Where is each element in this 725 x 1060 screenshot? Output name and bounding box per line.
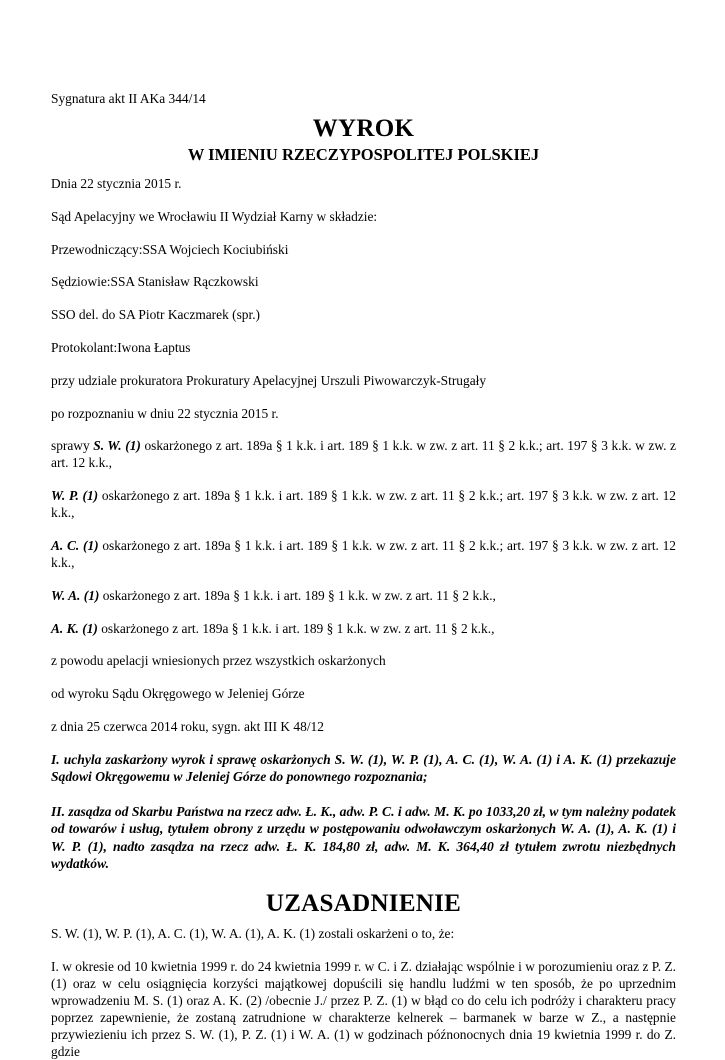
defendant-prefix: sprawy — [51, 438, 94, 454]
justification-point-1: I. w okresie od 10 kwietnia 1999 r. do 24 kwietnia 1999 r. w C. i Z. działając wspólnie i w porozumieniu oraz z P. Z. (1) oraz w celu osiągnięcia korzyści majątkowej dopuścili się handlu ludźmi w ten sposób, że po uprzednim wprowadzeniu M. S. (1) oraz A. K. (2) /obecnie J./ przez P. Z. (1) w błąd co do celu ich podróży i charakteru pracy poprzez zapewnienie, że zostaną zatrudnione w charakterze kelnerek – barmanek w barze w Z., a następnie przywiezieniu ich przez S. W. (1), P. Z. (1) i W. A. (1) w godzinach późnonocnych dnia 19 kwietnia 1999 r. do Z. gdzie — [51, 958, 676, 1059]
ruling-point-2: II. zasądza od Skarbu Państwa na rzecz adw. Ł. K., adw. P. C. i adw. M. K. po 1033,20 zł, w tym należny podatek od towarów i usług, tytułem obrony z urzędu w postępowaniu odwoławczym oskarżonych W. A. (1), A. K. (1) i W. P. (1), nadto zasądza na rzecz adw. Ł. K. 184,80 zł, adw. M. K. 364,40 zł tytułem zwrotu niezbędnych wydatków. — [51, 803, 676, 872]
ruling-point-1: I. uchyla zaskarżony wyrok i sprawę oskarżonych S. W. (1), W. P. (1), A. C. (1), W. A. (1) i A. K. (1) przekazuje Sądowi Okręgowemu w Jeleniej Górze do ponownego rozpoznania; — [51, 751, 676, 785]
defendant-name: A. K. (1) — [51, 620, 98, 636]
defendant-charges: oskarżonego z art. 189a § 1 k.k. i art. 189 § 1 k.k. w zw. z art. 11 § 2 k.k.; art. 197 § 3 k.k. w zw. z art. 12 k.k., — [51, 488, 676, 521]
defendant-name: W. A. (1) — [51, 587, 100, 603]
defendant-entry — [51, 437, 676, 471]
defendant-charges: oskarżonego z art. 189a § 1 k.k. i art. 189 § 1 k.k. w zw. z art. 11 § 2 k.k., — [97, 620, 495, 636]
document-page — [51, 90, 676, 1060]
date-line: Dnia 22 stycznia 2015 r. — [51, 176, 182, 191]
document-title: WYROK — [312, 115, 415, 142]
judges-line: Sędziowie:SSA Stanisław Rączkowski — [51, 274, 259, 290]
defendant-charges: oskarżonego z art. 189a § 1 k.k. i art. 189 § 1 k.k. w zw. z art. 11 § 2 k.k.; art. 197 § 3 k.k. w zw. z art. 12 k.k., — [51, 537, 676, 570]
delegated-judge: SSO del. do SA Piotr Kaczmarek (spr.) — [51, 307, 261, 323]
hearing-line: po rozpoznaniu w dniu 22 stycznia 2015 r. — [51, 405, 279, 421]
defendant-entry — [51, 537, 676, 571]
justification-intro: S. W. (1), W. P. (1), A. C. (1), W. A. (1), A. K. (1) zostali oskarżeni o to, że: — [51, 925, 455, 941]
clerk-line: Protokolant:Iwona Łaptus — [51, 339, 191, 355]
defendant-name: A. C. (1) — [51, 537, 99, 553]
defendant-name: S. W. (1) — [93, 438, 141, 454]
prosecutor-line: przy udziale prokuratora Prokuratury Apelacyjnej Urszuli Piwowarczyk-Strugały — [51, 372, 487, 388]
defendant-entry — [51, 587, 676, 604]
document-subtitle: W IMIENIU RZECZYPOSPOLITEJ POLSKIEJ — [187, 145, 540, 164]
presiding-judge: Przewodniczący:SSA Wojciech Kociubiński — [51, 241, 289, 257]
defendant-entry — [51, 620, 676, 637]
court-line: Sąd Apelacyjny we Wrocławiu II Wydział Karny w składzie: — [51, 208, 378, 224]
lower-court-line: od wyroku Sądu Okręgowego w Jeleniej Górze — [51, 686, 305, 702]
case-signature: Sygnatura akt II AKa 344/14 — [51, 91, 206, 106]
defendant-charges: oskarżonego z art. 189a § 1 k.k. i art. 189 § 1 k.k. w zw. z art. 11 § 2 k.k.; art. 197 § 3 k.k. w zw. z art. 12 k.k., — [51, 438, 677, 471]
appeal-line: z powodu apelacji wniesionych przez wszystkich oskarżonych — [51, 653, 386, 669]
defendant-entry — [51, 487, 676, 521]
justification-title: UZASADNIENIE — [265, 889, 462, 917]
defendant-charges: oskarżonego z art. 189a § 1 k.k. i art. 189 § 1 k.k. w zw. z art. 11 § 2 k.k., — [99, 587, 496, 603]
lower-court-date: z dnia 25 czerwca 2014 roku, sygn. akt III K 48/12 — [51, 718, 324, 734]
defendant-name: W. P. (1) — [51, 488, 99, 504]
